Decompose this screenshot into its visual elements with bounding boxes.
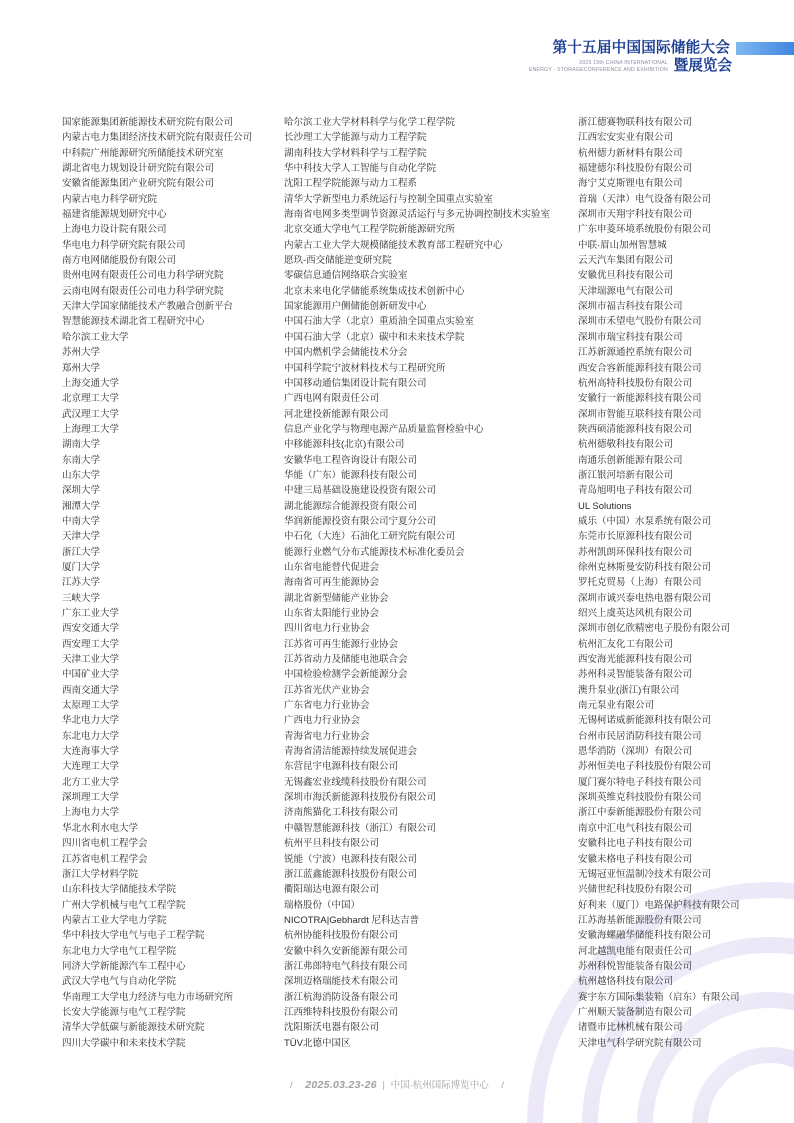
- organization-entry: 深圳英维克科技股份有限公司: [578, 792, 702, 804]
- organization-entry: 浙江弗郎特电气科技有限公司: [284, 960, 408, 972]
- organization-entry: 河北越凯电能有限责任公司: [578, 945, 693, 957]
- organization-entry: 山东科技大学储能技术学院: [62, 884, 177, 896]
- organization-entry: 山东省太阳能行业协会: [284, 608, 380, 619]
- organization-column-3: [578, 115, 740, 1051]
- organization-entry: 福建德尔科技股份有限公司: [578, 163, 693, 175]
- organization-entry: 华能（广东）能源科技有限公司: [284, 469, 418, 481]
- organization-entry: 广东工业大学: [62, 608, 120, 619]
- organization-entry: 深圳市诚兴泰电热电器有限公司: [578, 592, 712, 604]
- organization-entry: 无锡冠亚恒温制冷技术有限公司: [578, 868, 712, 880]
- organization-entry: NICOTRA|Gebhardt 尼科达吉普: [284, 914, 419, 926]
- organization-entry: 苏州科灵智能装备有限公司: [578, 669, 693, 681]
- organization-entry: 中国检验检测学会新能源分会: [284, 669, 408, 681]
- organization-entry: 罗托克贸易（上海）有限公司: [578, 577, 702, 589]
- organization-entry: 湖南科技大学材料科学与工程学院: [284, 147, 427, 159]
- organization-entry: 北方工业大学: [62, 776, 120, 788]
- organization-entry: 云南电网有限责任公司电力科学研究院: [62, 285, 224, 297]
- organization-entry: 中建三局基础设施建设投资有限公司: [284, 485, 437, 497]
- organization-entry: 杭州协能科技股份有限公司: [284, 930, 399, 942]
- organization-entry: 天津电气科学研究院有限公司: [578, 1037, 702, 1049]
- organization-entry: 江苏省光伏产业协会: [284, 684, 370, 696]
- organization-entry: 江西维特科技股份有限公司: [284, 1006, 399, 1018]
- organization-entry: 安徽省能源集团产业研究院有限公司: [62, 178, 215, 190]
- header-accent-bar: [736, 42, 794, 55]
- organization-entry: 浙江大学: [62, 546, 101, 558]
- organization-entry: 广西电网有限责任公司: [284, 393, 380, 405]
- organization-entry: 杭州平旦科技有限公司: [284, 838, 380, 850]
- organization-entry: 清华大学新型电力系统运行与控制全国重点实验室: [284, 193, 494, 205]
- organization-entry: 长安大学能源与电气工程学院: [62, 1006, 186, 1018]
- organization-entry: 上海交通大学: [62, 377, 120, 389]
- organization-entry: 东营昆宇电源科技有限公司: [284, 761, 399, 773]
- organization-entry: 湖南大学: [62, 439, 101, 451]
- organization-entry: 苏州大学: [62, 347, 101, 359]
- organization-entry: 杭州汇友化工有限公司: [578, 638, 674, 650]
- organization-entry: 江苏省可再生能源行业协会: [284, 638, 399, 650]
- organization-entry: 江苏大学: [62, 577, 101, 589]
- organization-entry: 华电电力科学研究院有限公司: [62, 239, 186, 251]
- organization-entry: 内蒙古工业大学大规模储能技术教育部工程研究中心: [284, 239, 503, 251]
- organization-entry: 中科院广州能源研究所储能技术研究室: [62, 147, 224, 159]
- organization-entry: 台州市民居消防科技有限公司: [578, 730, 702, 742]
- organization-column-1: [62, 115, 252, 1051]
- organization-entry: 中联·眉山加州智慧城: [578, 239, 667, 251]
- organization-entry: 福建省能源规划研究中心: [62, 209, 167, 221]
- conference-title: 第十五届中国国际储能大会: [552, 40, 730, 56]
- organization-entry: 兴储世纪科技股份有限公司: [578, 884, 693, 896]
- organization-entry: 天津大学: [62, 531, 101, 543]
- organization-entry: 南方电网储能股份有限公司: [62, 255, 177, 267]
- conference-subtitle: 暨展览会: [673, 58, 732, 74]
- organization-entry: 深圳市福吉科技有限公司: [578, 301, 683, 313]
- organization-entry: 东北电力大学电气工程学院: [62, 945, 177, 957]
- organization-entry: 东北电力大学: [62, 730, 120, 742]
- organization-entry: 济南熊猫化工科技有限公司: [284, 807, 399, 819]
- organization-entry: 天津工业大学: [62, 654, 120, 666]
- organization-entry: 内蒙古电力集团经济技术研究院有限责任公司: [62, 132, 253, 144]
- organization-entry: 杭州高特科技股份有限公司: [578, 377, 693, 389]
- organization-entry: 海南省可再生能源协会: [284, 577, 380, 589]
- organization-entry: 郑州大学: [62, 362, 101, 374]
- organization-entry: 南元泵业有限公司: [578, 700, 655, 712]
- organization-entry: 浙江德赛物联科技有限公司: [578, 117, 693, 128]
- organization-entry: 华中科技大学电气与电子工程学院: [62, 930, 205, 942]
- organization-entry: 广东申菱环境系统股份有限公司: [578, 224, 712, 236]
- organization-entry: 瑞格股份（中国）: [284, 899, 361, 911]
- organization-entry: 华北电力大学: [62, 715, 120, 727]
- conference-english-title: [529, 60, 668, 74]
- organization-entry: 苏州恒美电子科技股份有限公司: [578, 761, 712, 773]
- english-title-line1: 2025 15th CHINA INTERNATIONAL: [579, 60, 668, 66]
- organization-entry: 安徽优旦科技有限公司: [578, 270, 674, 282]
- organization-entry: 大连海事大学: [62, 746, 120, 758]
- organization-entry: 首瑞（天津）电气设备有限公司: [578, 193, 712, 205]
- organization-entry: 青海省电力行业协会: [284, 730, 370, 742]
- organization-entry: 广东省电力行业协会: [284, 700, 370, 712]
- organization-entry: 长沙理工大学能源与动力工程学院: [284, 132, 427, 144]
- organization-entry: 安徽未格电子科技有限公司: [578, 853, 693, 865]
- organization-entry: 深圳市瑞宝科技有限公司: [578, 331, 683, 343]
- organization-entry: 三峡大学: [62, 592, 101, 604]
- footer-slash-right: /: [501, 1080, 505, 1091]
- organization-entry: 内蒙古电力科学研究院: [62, 193, 158, 205]
- organization-entry: 苏州凯朗环保科技有限公司: [578, 546, 693, 558]
- organization-entry: 浙江银河培新有限公司: [578, 469, 674, 481]
- organization-entry: 绍兴上虞英达风机有限公司: [578, 608, 693, 619]
- organization-entry: 海南省电网多类型调节资源灵活运行与多元协调控制技术实验室: [284, 209, 551, 221]
- organization-entry: 湖北省新型储能产业协会: [284, 592, 389, 604]
- organization-entry: 北京未来电化学储能系统集成技术创新中心: [284, 285, 465, 297]
- organization-entry: 苏州科悦智能装备有限公司: [578, 960, 693, 972]
- organization-entry: 湖北省电力规划设计研究院有限公司: [62, 163, 215, 175]
- organization-entry: 中国矿业大学: [62, 669, 120, 681]
- organization-entry: 青海省清洁能源持续发展促进会: [284, 746, 418, 758]
- organization-entry: 安徽华电工程咨询设计有限公司: [284, 454, 418, 466]
- organization-entry: 浙江中泰新能源股份有限公司: [578, 807, 702, 819]
- organization-entry: 浙江杭海消防设备有限公司: [284, 991, 399, 1003]
- organization-entry: 安徽行一新能源科技有限公司: [578, 393, 702, 405]
- organization-entry: 中国移动通信集团设计院有限公司: [284, 377, 427, 389]
- organization-entry: 武汉大学电气与自动化学院: [62, 976, 177, 988]
- organization-entry: 衢阳瑞达电源有限公司: [284, 884, 380, 896]
- organization-entry: 四川省电机工程学会: [62, 838, 148, 850]
- organization-entry: 东莞市长原源科技有限公司: [578, 531, 693, 543]
- organization-entry: 深圳理工大学: [62, 792, 120, 804]
- organization-entry: 深圳大学: [62, 485, 101, 497]
- organization-entry: 深圳迈格瑞能技术有限公司: [284, 976, 399, 988]
- organization-entry: 徐州克林斯曼安防科技有限公司: [578, 561, 712, 573]
- organization-entry: 愿玖-西交储能逆变研究院: [284, 255, 392, 267]
- organization-entry: 广西电力行业协会: [284, 715, 361, 727]
- organization-entry: 国家能源用户侧储能创新研发中心: [284, 301, 427, 313]
- organization-entry: 哈尔滨工业大学: [62, 331, 129, 343]
- organization-entry: 湘潭大学: [62, 500, 101, 512]
- organization-entry: 青岛旭明电子科技有限公司: [578, 485, 693, 497]
- organization-entry: 湖北能源综合能源投资有限公司: [284, 500, 418, 512]
- organization-entry: 中国石油大学（北京）重质油全国重点实验室: [284, 316, 475, 328]
- footer: [0, 1077, 794, 1091]
- organization-entry: 中南大学: [62, 515, 101, 527]
- organization-entry: 中移能源科技(北京)有限公司: [284, 439, 405, 451]
- organization-entry: 西安交通大学: [62, 623, 120, 635]
- organization-entry: 南京中汇电气科技有限公司: [578, 822, 693, 834]
- organization-entry: 北京交通大学电气工程学院新能源研究所: [284, 224, 456, 236]
- organization-entry: 浙江大学材料学院: [62, 868, 139, 880]
- organization-entry: 山东大学: [62, 469, 101, 481]
- organization-entry: 江苏新源通控系统有限公司: [578, 347, 693, 359]
- organization-entry: 天津瑞源电气有限公司: [578, 285, 674, 297]
- organization-entry: 智慧能源技术湖北省工程研究中心: [62, 316, 205, 328]
- organization-entry: 澳升泵业(浙江)有限公司: [578, 684, 680, 696]
- organization-entry: 南通乐创新能源有限公司: [578, 454, 683, 466]
- organization-entry: 华南理工大学电力经济与电力市场研究所: [62, 991, 234, 1003]
- organization-entry: 北京理工大学: [62, 393, 120, 405]
- organization-entry: 中石化（大连）石油化工研究院有限公司: [284, 531, 456, 543]
- organization-entry: 江苏省电机工程学会: [62, 853, 148, 865]
- organization-entry: 广州大学机械与电气工程学院: [62, 899, 186, 911]
- organization-entry: 深圳市创亿欣精密电子股份有限公司: [578, 623, 731, 635]
- organization-entry: 云天汽车集团有限公司: [578, 255, 674, 267]
- organization-entry: 诸暨市比林机械有限公司: [578, 1022, 683, 1034]
- organization-entry: 西安理工大学: [62, 638, 120, 650]
- organization-entry: 零碳信息通信网络联合实验室: [284, 270, 408, 282]
- organization-entry: 江苏海基新能源股份有限公司: [578, 914, 702, 926]
- organization-entry: 好利来（厦门）电路保护科技有限公司: [578, 899, 740, 911]
- organization-entry: 河北建投新能源有限公司: [284, 408, 389, 420]
- organization-entry: 威乐（中国）水泵系统有限公司: [578, 515, 712, 527]
- organization-entry: 中国科学院宁波材料技术与工程研究所: [284, 362, 446, 374]
- organization-entry: 厦门赛尔特电子科技有限公司: [578, 776, 702, 788]
- organization-entry: 锐能（宁波）电源科技有限公司: [284, 853, 418, 865]
- organization-entry: 同济大学新能源汽车工程中心: [62, 960, 186, 972]
- organization-entry: 上海电力大学: [62, 807, 120, 819]
- organization-entry: 华润新能源投资有限公司宁夏分公司: [284, 515, 437, 527]
- organization-entry: 海宁艾克斯锂电有限公司: [578, 178, 683, 190]
- event-venue: 中国·杭州国际博览中心: [390, 1080, 489, 1091]
- organization-entry: 四川大学碳中和未来技术学院: [62, 1037, 186, 1049]
- organization-entry: 深圳市天翔宇科技有限公司: [578, 209, 693, 221]
- organization-entry: 中赣智慧能源科技（浙江）有限公司: [284, 822, 437, 834]
- organization-entry: 沈阳斯沃电器有限公司: [284, 1022, 380, 1034]
- organization-entry: 安徽中科久安新能源有限公司: [284, 945, 408, 957]
- organization-entry: 深圳市海沃新能源科技股份有限公司: [284, 792, 437, 804]
- organization-entry: 清华大学低碳与新能源技术研究院: [62, 1022, 205, 1034]
- organization-entry: 浙江蓝鑫能源科技股份有限公司: [284, 868, 418, 880]
- organization-entry: 国家能源集团新能源技术研究院有限公司: [62, 117, 234, 128]
- organization-entry: 中国内燃机学会储能技术分会: [284, 347, 408, 359]
- event-date: 2025.03.23-26: [305, 1079, 377, 1091]
- organization-entry: 杭州德力新材料有限公司: [578, 147, 683, 159]
- organization-entry: 陕西硕清能源科技有限公司: [578, 423, 693, 435]
- organization-entry: 中国石油大学（北京）碳中和未来技术学院: [284, 331, 465, 343]
- organization-entry: 上海电力设计院有限公司: [62, 224, 167, 236]
- organization-entry: 无锡鑫宏业线缆科技股份有限公司: [284, 776, 427, 788]
- organization-entry: 上海理工大学: [62, 423, 120, 435]
- organization-entry: 四川省电力行业协会: [284, 623, 370, 635]
- organization-entry: 广州顺天装备制造有限公司: [578, 1006, 693, 1018]
- organization-entry: 西安合容新能源科技有限公司: [578, 362, 702, 374]
- organization-entry: 哈尔滨工业大学材料科学与化学工程学院: [284, 117, 456, 128]
- organization-entry: 沈阳工程学院能源与动力工程系: [284, 178, 418, 190]
- organization-entry: 安徽海螺融华储能科技有限公司: [578, 930, 712, 942]
- organization-entry: 华北水利水电大学: [62, 822, 139, 834]
- organization-entry: 山东省电能替代促进会: [284, 561, 380, 573]
- organization-entry: 安徽科比电子科技有限公司: [578, 838, 693, 850]
- footer-slash-left: /: [289, 1080, 293, 1091]
- organization-entry: TÜV北德中国区: [284, 1037, 351, 1049]
- organization-entry: 太原理工大学: [62, 700, 120, 712]
- organization-entry: 天津大学国家储能技术产教融合创新平台: [62, 301, 234, 313]
- organization-entry: 东南大学: [62, 454, 101, 466]
- organization-entry: 恩华消防（深圳）有限公司: [578, 746, 693, 758]
- organization-entry: 杭州德敬科技有限公司: [578, 439, 674, 451]
- organization-entry: 西安海光能源科技有限公司: [578, 654, 693, 666]
- organization-entry: 能源行业燃气分布式能源技术标准化委员会: [284, 546, 465, 558]
- organization-entry: 华中科技大学人工智能与自动化学院: [284, 163, 437, 175]
- organization-entry: 贵州电网有限责任公司电力科学研究院: [62, 270, 224, 282]
- organization-column-2: [284, 115, 550, 1051]
- organization-entry: 赛宇东方国际集装箱（启东）有限公司: [578, 991, 740, 1003]
- organization-entry: 江西宏安实业有限公司: [578, 132, 674, 144]
- footer-separator: |: [382, 1080, 385, 1091]
- english-title-line2: ENERGY · STORAGECONFERENCE AND EXHIBITION: [528, 67, 668, 73]
- organization-entry: 深圳市禾望电气股份有限公司: [578, 316, 702, 328]
- organization-entry: 武汉理工大学: [62, 408, 120, 420]
- organization-entry: 无锡柯诺威新能源科技有限公司: [578, 715, 712, 727]
- organization-entry: 江苏省动力及储能电池联合会: [284, 654, 408, 666]
- organization-entry: 信息产业化学与物理电源产品质量监督检验中心: [284, 423, 484, 435]
- organization-entry: 西南交通大学: [62, 684, 120, 696]
- organization-entry: 大连理工大学: [62, 761, 120, 773]
- organization-entry: 内蒙古工业大学电力学院: [62, 914, 167, 926]
- organization-entry: 厦门大学: [62, 561, 101, 573]
- organization-entry: 杭州越恪科技有限公司: [578, 976, 674, 988]
- organization-entry: 深圳市智能互联科技有限公司: [578, 408, 702, 420]
- organization-entry: UL Solutions: [578, 500, 632, 512]
